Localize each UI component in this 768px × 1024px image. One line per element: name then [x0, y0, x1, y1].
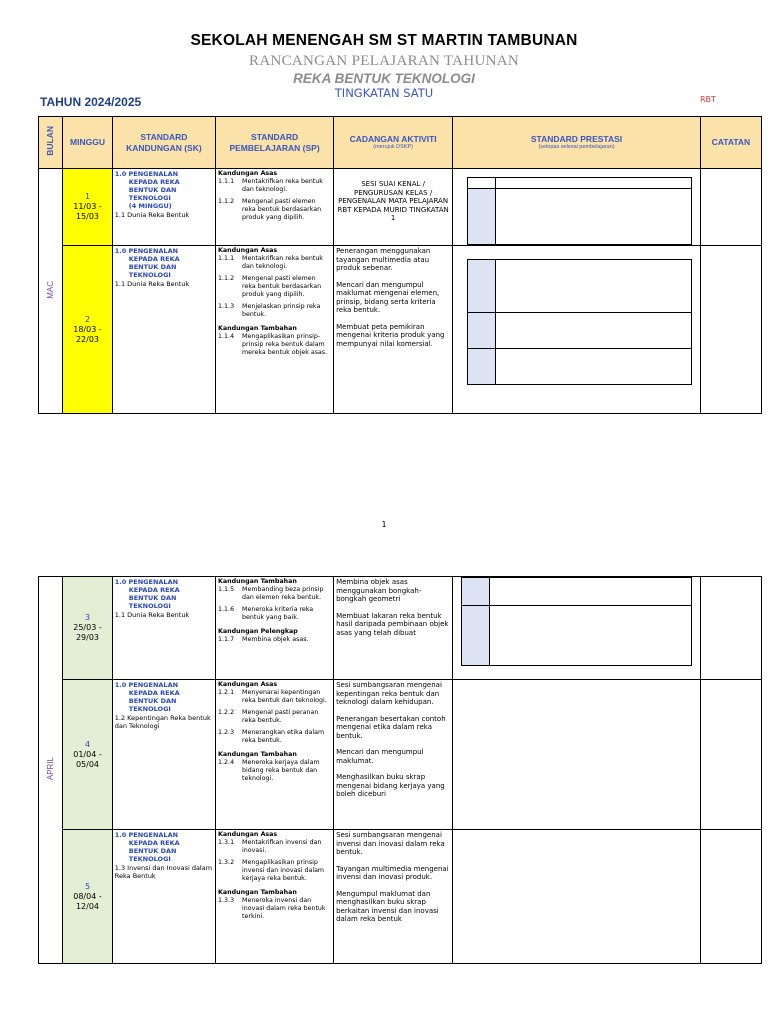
sp-item-text: Mengenal pasti elemen reka bentuk berdasarkan produk yang dipilih.	[242, 275, 322, 298]
sp-item-number: 1.1.2	[218, 198, 235, 205]
week-number: 2	[84, 314, 91, 324]
month-cell-april: APRIL	[39, 577, 63, 964]
week-dates: 11/03 -	[73, 202, 102, 211]
activity-text: Membuat lakaran reka bentuk hasil daripada pembinaan objek asas yang telah dibuat	[336, 611, 449, 637]
sp-heading: Kandungan Tambahan	[218, 751, 297, 758]
sk-topic-line: BENTUK DAN	[128, 594, 177, 602]
activity-cell	[334, 169, 453, 246]
sp-item-text: Membina objek asas.	[242, 636, 309, 643]
lesson-plan-table-page-1	[38, 116, 762, 414]
week-dates: 25/03 -	[73, 623, 102, 632]
activity-text: Penerangan besertakan contoh mengenai etika dalam reka bentuk.	[336, 714, 446, 740]
sp-item-number: 1.3.2	[218, 859, 235, 866]
sk-cell	[112, 169, 215, 246]
week-dates: 05/04	[75, 759, 100, 769]
sp-heading: Kandungan Asas	[218, 170, 278, 177]
sk-topic-line: BENTUK DAN	[128, 186, 177, 194]
col-header-minggu: MINGGU	[63, 117, 113, 169]
sp-item-number: 1.1.4	[218, 333, 235, 340]
activity-cell	[334, 680, 453, 830]
sp-item	[218, 303, 331, 319]
activity-text: Sesi sumbangsaran mengenai kepentingan reka bentuk dan teknologi dalam kehidupan.	[336, 681, 442, 706]
catatan-cell	[700, 830, 761, 964]
activity-text: Mencari dan mengumpul maklumat mengenai elemen, prinsip, bidang serta kriteria reka bentuk.	[336, 280, 440, 314]
school-year: TAHUN 2024/2025	[40, 95, 142, 109]
sp-item-number: 1.2.2	[218, 709, 235, 716]
week-number: 4	[84, 739, 91, 749]
table-row-week-5	[39, 830, 762, 964]
sp-item-number: 1.1.1	[218, 255, 235, 262]
sk-subtopic: 1.1 Dunia Reka Bentuk	[114, 611, 190, 619]
sp-item-text: Menerangkan etika dalam reka bentuk.	[242, 729, 325, 744]
sp-item	[218, 689, 331, 705]
plan-title: RANCANGAN PELAJARAN TAHUNAN	[249, 53, 519, 69]
sk-topic	[115, 681, 213, 713]
subject-code: RBT	[700, 95, 716, 104]
prestasi-cell	[453, 246, 701, 414]
sp-item	[218, 709, 331, 725]
col-header-sp: STANDARD PEMBELAJARAN (SP)	[216, 117, 334, 169]
catatan-cell	[700, 577, 761, 680]
week-dates: 18/03 -	[73, 324, 102, 334]
week-cell	[63, 680, 113, 830]
sk-topic-line: 1.0 PENGENALAN	[114, 831, 179, 839]
sk-subtopic: 1.1 Dunia Reka Bentuk	[114, 211, 190, 219]
week-dates: 22/03	[75, 334, 100, 344]
sp-heading: Kandungan Asas	[218, 247, 278, 254]
catatan-cell	[700, 246, 761, 414]
sk-topic-line: BENTUK DAN	[128, 263, 177, 271]
col-header-sk: STANDARD KANDUNGAN (SK)	[112, 117, 215, 169]
activity-cell	[334, 577, 453, 680]
sk-subtopic: 1.3 Invensi dan Inovasi dalam Reka Bentuk	[114, 864, 213, 880]
sp-item-number: 1.2.4	[218, 759, 235, 766]
week-number: 3	[84, 613, 91, 622]
activity-text: Penerangan menggunakan tayangan multimedia atau produk sebenar.	[336, 247, 431, 272]
sk-topic-line: TEKNOLOGI	[128, 271, 171, 279]
activity-text: Sesi sumbangsaran mengenai invensi dan inovasi dalam reka bentuk.	[336, 831, 445, 856]
sk-topic-line: 1.0 PENGENALAN	[114, 578, 179, 586]
activity-text: SESI SUAI KENAL / PENGURUSAN KELAS / PENGENALAN MATA PELAJARAN RBT KEPADA MURID TINGKATAN 1	[337, 180, 449, 222]
sp-item-number: 1.1.5	[218, 586, 235, 593]
sp-heading: Kandungan Asas	[218, 681, 278, 688]
sk-topic-line: BENTUK DAN	[128, 697, 177, 705]
week-cell	[63, 830, 113, 964]
sp-item-number: 1.1.3	[218, 303, 235, 310]
sp-item-text: Menjelaskan prinsip reka bentuk.	[242, 303, 321, 318]
sk-topic	[115, 831, 213, 863]
sp-item-text: Mengenal pasti peranan reka bentuk.	[242, 709, 319, 724]
sk-topic	[115, 170, 213, 210]
sp-item	[218, 586, 331, 602]
sp-item	[218, 839, 331, 855]
week-cell	[63, 169, 113, 246]
sp-item-number: 1.3.3	[218, 897, 235, 904]
sk-subtopic: 1.2 Kepentingan Reka bentuk dan Teknologi	[114, 714, 211, 730]
sp-item	[218, 859, 331, 883]
sk-topic-line: TEKNOLOGI	[128, 705, 171, 713]
sk-topic-line: 1.0 PENGENALAN	[114, 681, 179, 689]
sp-item-number: 1.1.2	[218, 275, 235, 282]
sp-item-number: 1.2.1	[218, 689, 235, 696]
sk-topic-line: KEPADA REKA	[128, 839, 180, 847]
week-dates: 12/04	[75, 901, 100, 911]
week-dates: 01/04 -	[73, 749, 102, 759]
subject-title: REKA BENTUK TEKNOLOGI	[293, 71, 475, 86]
page-number: 1	[381, 520, 387, 529]
table-row-week-1	[39, 169, 762, 246]
sk-topic	[115, 247, 213, 279]
sk-topic-line: TEKNOLOGI	[128, 194, 171, 202]
sp-item	[218, 606, 331, 622]
sp-item-number: 1.1.7	[218, 636, 235, 643]
sk-subtopic: 1.1 Dunia Reka Bentuk	[114, 280, 190, 288]
sp-item	[218, 636, 331, 644]
sk-topic-line: BENTUK DAN	[128, 847, 177, 855]
week-number: 5	[84, 881, 91, 891]
sp-heading: Kandungan Tambahan	[218, 325, 297, 332]
prestasi-cell	[453, 830, 701, 964]
sp-item	[218, 759, 331, 783]
sp-item-text: Mengaplikasikan prinsip-prinsip reka bentuk dalam mereka bentuk objek asas.	[242, 333, 328, 356]
activity-text: Membuat peta pemikiran mengenai kriteria produk yang mempunyai nilai komersial.	[336, 322, 445, 348]
sk-topic-line: TEKNOLOGI	[128, 855, 171, 863]
sp-cell	[216, 246, 334, 414]
prestasi-grid	[467, 259, 692, 385]
sp-item-text: Menyenarai kepentingan reka bentuk dan teknologi.	[242, 689, 327, 704]
prestasi-grid	[461, 577, 692, 666]
table-row-week-4	[39, 680, 762, 830]
week-dates: 15/03	[75, 212, 100, 221]
sp-item-text: Mentakrifkan reka bentuk dan teknologi.	[242, 178, 323, 193]
sp-item-text: Mentakrifkan invensi dan inovasi.	[242, 839, 322, 854]
table-row-week-3	[39, 577, 762, 680]
sk-topic-line: KEPADA REKA	[128, 178, 180, 186]
activity-text: Membina objek asas menggunakan bongkah-bongkah geometri	[336, 578, 422, 603]
activity-text: Tayangan multimedia mengenai invensi dan inovasi produk.	[336, 864, 449, 881]
sp-cell	[216, 577, 334, 680]
sk-cell	[112, 246, 215, 414]
activity-cell	[334, 830, 453, 964]
col-header-prestasi: STANDARD PRESTASI (selepas selesai pembelajaran)	[453, 117, 701, 169]
catatan-cell	[700, 169, 761, 246]
sk-cell	[112, 680, 215, 830]
table-row-week-2	[39, 246, 762, 414]
sp-heading: Kandungan Asas	[218, 831, 278, 838]
sp-item-number: 1.1.1	[218, 178, 235, 185]
prestasi-cell	[453, 680, 701, 830]
col-header-aktiviti: CADANGAN AKTIVITI (merujuk DSKP)	[334, 117, 453, 169]
sp-cell	[216, 680, 334, 830]
sk-cell	[112, 830, 215, 964]
sp-item-text: Meneroka kerjaya dalam bidang reka bentuk dan teknologi.	[242, 759, 320, 782]
sp-heading: Kandungan Tambahan	[218, 578, 297, 585]
sp-item	[218, 255, 331, 271]
sp-item-number: 1.3.1	[218, 839, 235, 846]
sk-topic-line: 1.0 PENGENALAN	[114, 170, 179, 178]
prestasi-cell	[453, 577, 701, 680]
week-dates: 08/04 -	[73, 891, 102, 901]
week-dates: 29/03	[75, 633, 100, 642]
sk-topic	[115, 578, 213, 610]
sk-topic-line: KEPADA REKA	[128, 689, 180, 697]
table-header-row	[39, 117, 762, 169]
grade-title: TINGKATAN SATU	[334, 86, 434, 100]
sp-item-text: Mengaplikasikan prinsip invensi dan inovasi dalam kerjaya reka bentuk.	[242, 859, 325, 882]
month-cell-mac: MAC	[39, 169, 63, 414]
lesson-plan-table-page-2	[38, 576, 762, 964]
col-header-catatan: CATATAN	[700, 117, 761, 169]
sp-item	[218, 198, 331, 222]
sp-item-text: Meneroka kriteria reka bentuk yang baik.	[242, 606, 314, 621]
school-name: SEKOLAH MENENGAH SM ST MARTIN TAMBUNAN	[190, 32, 578, 49]
sp-item	[218, 178, 331, 194]
activity-text: Menghasilkan buku skrap mengenai bidang kerjaya yang boleh diceburi	[336, 773, 445, 798]
sk-topic-line: (4 MINGGU)	[128, 202, 172, 210]
activity-text: Mencari dan mengumpul maklumat.	[336, 748, 424, 765]
sp-item	[218, 333, 331, 357]
sp-heading: Kandungan Pelengkap	[218, 628, 298, 635]
week-number: 1	[84, 192, 91, 201]
sp-item-text: Mengenal pasti elemen reka bentuk berdasarkan produk yang dipilih.	[242, 198, 322, 221]
sp-item-text: Meneroka invensi dan inovasi dalam reka bentuk terkini.	[242, 897, 326, 920]
week-cell	[63, 577, 113, 680]
sk-topic-line: 1.0 PENGENALAN	[114, 247, 179, 255]
sp-item	[218, 275, 331, 299]
sp-item-text: Mentakrifkan reka bentuk dan teknologi.	[242, 255, 323, 270]
col-header-bulan: BULAN	[39, 117, 63, 169]
sp-item	[218, 897, 331, 921]
sp-cell	[216, 169, 334, 246]
sp-item-number: 1.2.3	[218, 729, 235, 736]
sp-cell	[216, 830, 334, 964]
sp-item	[218, 729, 331, 745]
activity-text: Mengumpul maklumat dan menghasilkan buku skrap berkaitan invensi dan inovasi dalam reka bentuk	[336, 889, 439, 923]
prestasi-grid	[467, 177, 692, 245]
catatan-cell	[700, 680, 761, 830]
sk-topic-line: KEPADA REKA	[128, 255, 180, 263]
sk-cell	[112, 577, 215, 680]
prestasi-cell	[453, 169, 701, 246]
sk-topic-line: TEKNOLOGI	[128, 602, 171, 610]
sp-item-number: 1.1.6	[218, 606, 235, 613]
sk-topic-line: KEPADA REKA	[128, 586, 180, 594]
sp-item-text: Membanding beza prinsip dan elemen reka bentuk.	[242, 586, 324, 601]
activity-cell	[334, 246, 453, 414]
sp-heading: Kandungan Tambahan	[218, 889, 297, 896]
week-cell	[63, 246, 113, 414]
